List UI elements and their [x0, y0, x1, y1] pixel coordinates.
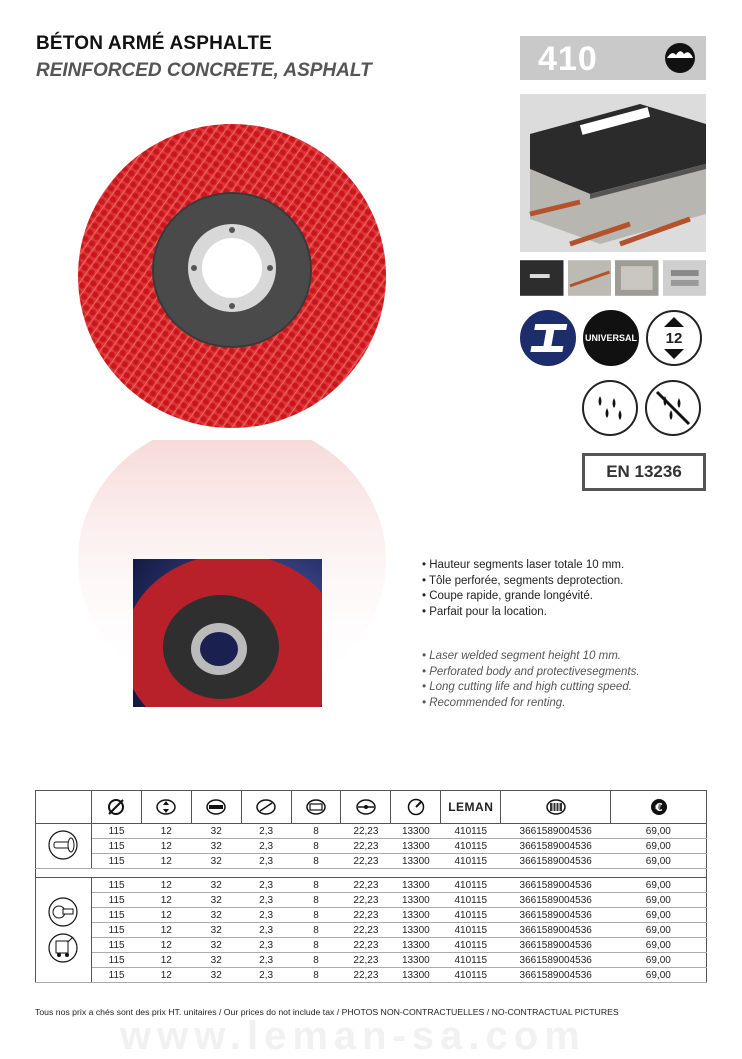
table-cell: 115 — [91, 893, 141, 908]
arbor-icon — [355, 798, 377, 816]
table-cell: 69,00 — [611, 968, 707, 983]
feature-en-4: • Recommended for renting. — [422, 696, 640, 712]
product-table — [35, 790, 707, 983]
table-cell: 12 — [141, 824, 191, 839]
feature-fr-3: • Coupe rapide, grande longévité. — [422, 589, 624, 605]
table-cell: 3661589004536 — [501, 953, 611, 968]
table-cell: 13300 — [391, 824, 441, 839]
table-cell: 8 — [291, 854, 341, 869]
table-cell: 2,3 — [241, 938, 291, 953]
feature-fr-2: • Tôle perforée, segments deprotection. — [422, 574, 624, 590]
table-cell: 2,3 — [241, 953, 291, 968]
table-cell: 3661589004536 — [501, 938, 611, 953]
table-cell: 3661589004536 — [501, 839, 611, 854]
table-cell: 3661589004536 — [501, 854, 611, 869]
table-cell: 69,00 — [611, 878, 707, 893]
feature-en-1: • Laser welded segment height 10 mm. — [422, 649, 640, 665]
table-cell: 410115 — [441, 839, 501, 854]
table-cell: 69,00 — [611, 908, 707, 923]
table-cell: 22,23 — [341, 824, 391, 839]
table-cell: 3661589004536 — [501, 908, 611, 923]
thickness-icon — [155, 798, 177, 816]
table-row — [36, 953, 707, 968]
table-row — [36, 908, 707, 923]
header-brand: LEMAN — [441, 791, 501, 824]
table-cell: 410115 — [441, 953, 501, 968]
table-row — [36, 938, 707, 953]
table-cell: 410115 — [441, 938, 501, 953]
asphalt-thumbnail — [520, 260, 564, 296]
table-cell: 13300 — [391, 854, 441, 869]
product-family-icon — [664, 42, 696, 74]
feature-en-2: • Perforated body and protectivesegments. — [422, 665, 640, 681]
header-price — [611, 791, 707, 824]
table-cell: 32 — [191, 878, 241, 893]
header-bore — [191, 791, 241, 824]
height-icon — [305, 798, 327, 816]
table-cell: 3661589004536 — [501, 878, 611, 893]
table-group-other-machines — [36, 878, 707, 983]
table-cell: 69,00 — [611, 938, 707, 953]
table-cell: 2,3 — [241, 878, 291, 893]
table-cell: 115 — [91, 968, 141, 983]
steel-beam-icon — [520, 310, 576, 366]
header-diameter — [91, 791, 141, 824]
thickness-badge — [646, 310, 702, 366]
header-rpm — [391, 791, 441, 824]
header-segment — [241, 791, 291, 824]
table-cell: 13300 — [391, 893, 441, 908]
table-cell: 69,00 — [611, 893, 707, 908]
table-cell: 13300 — [391, 839, 441, 854]
table-cell: 12 — [141, 953, 191, 968]
footer-note: Tous nos prix a chés sont des prix HT. unitaires / Our prices do not include tax / PHOTOS NON-CONTRACTUELLES / NO-CONTRACTUAL PICTURES — [35, 1007, 619, 1017]
table-cell: 115 — [91, 854, 141, 869]
application-material-photo — [520, 94, 706, 252]
table-cell: 410115 — [441, 878, 501, 893]
table-row — [36, 923, 707, 938]
website-watermark: www.leman-sa.com — [120, 1014, 586, 1058]
table-cell: 13300 — [391, 968, 441, 983]
header-empty — [36, 791, 92, 824]
table-cell: 69,00 — [611, 923, 707, 938]
table-cell: 22,23 — [341, 893, 391, 908]
table-cell: 32 — [191, 953, 241, 968]
table-cell: 69,00 — [611, 953, 707, 968]
table-cell: 32 — [191, 854, 241, 869]
table-cell: 32 — [191, 839, 241, 854]
table-cell: 410115 — [441, 854, 501, 869]
header-arbor — [341, 791, 391, 824]
features-french — [422, 558, 624, 620]
table-cell: 2,3 — [241, 824, 291, 839]
rpm-gauge-icon — [405, 798, 427, 816]
angle-grinder-icon — [45, 830, 81, 860]
table-cell: 8 — [291, 968, 341, 983]
table-cell: 410115 — [441, 893, 501, 908]
table-cell: 12 — [141, 908, 191, 923]
table-group-separator — [36, 869, 707, 878]
badge-row-cooling — [582, 380, 701, 436]
bore-icon — [205, 798, 227, 816]
table-cell: 32 — [191, 968, 241, 983]
wet-use-icon — [582, 380, 638, 436]
feature-fr-1: • Hauteur segments laser totale 10 mm. — [422, 558, 624, 574]
table-row — [36, 893, 707, 908]
machine-icon-cell — [36, 824, 92, 869]
thickness-value: 12 — [665, 329, 683, 347]
table-cell: 13300 — [391, 923, 441, 938]
table-cell: 69,00 — [611, 854, 707, 869]
table-cell: 3661589004536 — [501, 824, 611, 839]
table-cell: 12 — [141, 854, 191, 869]
euro-icon — [648, 798, 670, 816]
table-cell: 115 — [91, 824, 141, 839]
table-cell: 22,23 — [341, 839, 391, 854]
chop-saw-icon — [45, 897, 81, 927]
table-cell: 8 — [291, 893, 341, 908]
feature-fr-4: • Parfait pour la location. — [422, 605, 624, 621]
table-cell: 410115 — [441, 968, 501, 983]
table-cell: 22,23 — [341, 968, 391, 983]
title-french: BÉTON ARMÉ ASPHALTE — [36, 33, 273, 54]
table-cell: 12 — [141, 923, 191, 938]
table-group-angle-grinder — [36, 824, 707, 869]
title-english: REINFORCED CONCRETE, ASPHALT — [36, 60, 372, 81]
table-cell: 13300 — [391, 878, 441, 893]
table-cell: 22,23 — [341, 854, 391, 869]
table-cell: 8 — [291, 908, 341, 923]
product-code: 410 — [538, 40, 598, 78]
header-thickness — [141, 791, 191, 824]
svg-text:€: € — [654, 801, 663, 814]
table-cell: 410115 — [441, 908, 501, 923]
table-cell: 32 — [191, 893, 241, 908]
table-cell: 22,23 — [341, 938, 391, 953]
table-cell: 8 — [291, 938, 341, 953]
table-cell: 22,23 — [341, 908, 391, 923]
header-barcode — [501, 791, 611, 824]
table-cell: 22,23 — [341, 878, 391, 893]
concrete-thumbnail — [615, 260, 659, 296]
table-cell: 115 — [91, 839, 141, 854]
table-cell: 115 — [91, 953, 141, 968]
table-cell: 8 — [291, 824, 341, 839]
table-cell: 8 — [291, 923, 341, 938]
table-row — [36, 839, 707, 854]
table-cell: 115 — [91, 908, 141, 923]
floor-saw-icon — [45, 933, 81, 963]
universal-badge: UNIVERSAL — [583, 310, 639, 366]
table-cell: 2,3 — [241, 839, 291, 854]
material-thumbnails — [520, 260, 706, 296]
table-cell: 2,3 — [241, 923, 291, 938]
table-cell: 115 — [91, 938, 141, 953]
table-cell: 12 — [141, 893, 191, 908]
table-header-row — [36, 791, 707, 824]
table-row — [36, 878, 707, 893]
table-cell: 3661589004536 — [501, 893, 611, 908]
feature-en-3: • Long cutting life and high cutting speed. — [422, 680, 640, 696]
features-english — [422, 649, 640, 711]
badge-row-primary — [520, 310, 702, 366]
table-cell: 8 — [291, 878, 341, 893]
table-cell: 12 — [141, 839, 191, 854]
flap-disc-image — [76, 120, 388, 432]
table-cell: 410115 — [441, 923, 501, 938]
reinforced-concrete-thumbnail — [568, 260, 612, 296]
table-row — [36, 968, 707, 983]
table-cell: 3661589004536 — [501, 923, 611, 938]
product-code-box — [520, 36, 706, 80]
table-cell: 13300 — [391, 938, 441, 953]
table-cell: 22,23 — [341, 953, 391, 968]
table-cell: 12 — [141, 968, 191, 983]
dry-use-icon — [645, 380, 701, 436]
table-cell: 2,3 — [241, 893, 291, 908]
table-cell: 22,23 — [341, 923, 391, 938]
diameter-icon — [105, 798, 127, 816]
table-cell: 115 — [91, 923, 141, 938]
table-cell: 13300 — [391, 908, 441, 923]
machine-icon-cell — [36, 878, 92, 983]
table-cell: 13300 — [391, 953, 441, 968]
table-cell: 69,00 — [611, 824, 707, 839]
table-cell: 32 — [191, 824, 241, 839]
table-cell: 69,00 — [611, 839, 707, 854]
table-cell: 8 — [291, 953, 341, 968]
table-cell: 2,3 — [241, 968, 291, 983]
table-cell: 12 — [141, 878, 191, 893]
table-cell: 8 — [291, 839, 341, 854]
steel-thumbnail — [663, 260, 707, 296]
table-row — [36, 854, 707, 869]
table-cell: 32 — [191, 923, 241, 938]
table-cell: 3661589004536 — [501, 968, 611, 983]
table-cell: 32 — [191, 908, 241, 923]
standard-badge: EN 13236 — [582, 453, 706, 491]
table-cell: 410115 — [441, 824, 501, 839]
table-cell: 115 — [91, 878, 141, 893]
table-cell: 2,3 — [241, 854, 291, 869]
barcode-icon — [545, 798, 567, 816]
table-cell: 32 — [191, 938, 241, 953]
header-height — [291, 791, 341, 824]
table-row — [36, 824, 707, 839]
table-cell: 12 — [141, 938, 191, 953]
segment-icon — [255, 798, 277, 816]
disc-detail-photo — [133, 559, 322, 707]
table-cell: 2,3 — [241, 908, 291, 923]
